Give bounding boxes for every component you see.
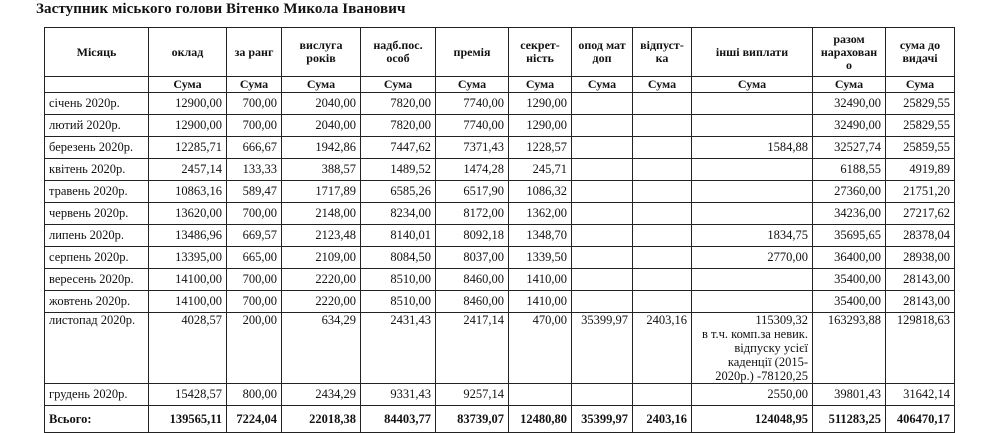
column-header: інші виплати <box>692 28 813 77</box>
column-header: разом нарахован о <box>813 28 886 77</box>
cell-nadb: 8234,00 <box>361 203 436 225</box>
cell-vidpustka <box>633 225 692 247</box>
total-label: Всього: <box>45 406 149 433</box>
cell-nadb: 7820,00 <box>361 93 436 115</box>
column-header: секрет-ність <box>509 28 572 77</box>
cell-razom: 35400,00 <box>813 269 886 291</box>
month-cell: червень 2020р. <box>45 203 149 225</box>
column-header: премія <box>436 28 509 77</box>
sub-header-cell: Сума <box>813 77 886 93</box>
cell-oklad: 10863,16 <box>149 181 227 203</box>
cell-vidpustka <box>633 137 692 159</box>
cell-nadb: 6585,26 <box>361 181 436 203</box>
cell-vidpustka <box>633 291 692 313</box>
cell-opod <box>572 181 633 203</box>
cell-suma: 21751,20 <box>886 181 955 203</box>
cell-rang: 700,00 <box>227 203 282 225</box>
cell-suma: 25829,55 <box>886 115 955 137</box>
salary-table <box>44 27 955 433</box>
cell-rang: 589,47 <box>227 181 282 203</box>
cell-premia: 7371,43 <box>436 137 509 159</box>
column-header: відпуст-ка <box>633 28 692 77</box>
cell-premia: 2417,14 <box>436 313 509 384</box>
cell-opod <box>572 225 633 247</box>
cell-rang: 700,00 <box>227 291 282 313</box>
cell-oklad: 14100,00 <box>149 269 227 291</box>
cell-suma: 129818,63 <box>886 313 955 384</box>
cell-rang: 200,00 <box>227 313 282 384</box>
month-cell: грудень 2020р. <box>45 384 149 406</box>
cell-razom: 36400,00 <box>813 247 886 269</box>
cell-oklad: 12900,00 <box>149 115 227 137</box>
cell-rang: 666,67 <box>227 137 282 159</box>
month-cell: жовтень 2020р. <box>45 291 149 313</box>
cell-vidpustka <box>633 181 692 203</box>
cell-rang: 700,00 <box>227 115 282 137</box>
sub-header-cell: Сума <box>692 77 813 93</box>
cell-vidpustka <box>633 203 692 225</box>
cell-razom: 511283,25 <box>813 406 886 433</box>
cell-oklad: 13486,96 <box>149 225 227 247</box>
cell-vidpustka <box>633 115 692 137</box>
cell-suma: 25829,55 <box>886 93 955 115</box>
cell-premia: 8037,00 <box>436 247 509 269</box>
cell-suma: 28938,00 <box>886 247 955 269</box>
cell-suma: 4919,89 <box>886 159 955 181</box>
cell-sekret: 1290,00 <box>509 93 572 115</box>
cell-premia: 9257,14 <box>436 384 509 406</box>
other-payments-note: в т.ч. комп.за невик. відпуску усієї каденції (2015-2020р.) -78120,25 <box>701 327 808 383</box>
cell-inshi <box>692 269 813 291</box>
column-header: сума до видачі <box>886 28 955 77</box>
cell-rang: 133,33 <box>227 159 282 181</box>
cell-nadb: 8510,00 <box>361 291 436 313</box>
sub-header-cell: Сума <box>361 77 436 93</box>
other-payments-value: 115309,32 <box>755 313 808 327</box>
cell-nadb: 8084,50 <box>361 247 436 269</box>
cell-vysluga: 1717,89 <box>282 181 361 203</box>
cell-vidpustka <box>633 93 692 115</box>
cell-suma: 28143,00 <box>886 291 955 313</box>
cell-inshi <box>692 115 813 137</box>
cell-inshi <box>692 159 813 181</box>
cell-oklad: 12900,00 <box>149 93 227 115</box>
cell-rang: 800,00 <box>227 384 282 406</box>
cell-oklad: 139565,11 <box>149 406 227 433</box>
header-row <box>45 28 955 77</box>
month-cell: серпень 2020р. <box>45 247 149 269</box>
cell-vidpustka: 2403,16 <box>633 313 692 384</box>
cell-oklad: 13395,00 <box>149 247 227 269</box>
document-title: Заступник міського голови Вітенко Микола Іванович <box>36 1 406 17</box>
cell-opod <box>572 384 633 406</box>
cell-inshi: 124048,95 <box>692 406 813 433</box>
cell-inshi <box>692 291 813 313</box>
table-row <box>45 115 955 137</box>
cell-sekret: 1290,00 <box>509 115 572 137</box>
cell-rang: 700,00 <box>227 93 282 115</box>
sub-header-cell <box>45 77 149 93</box>
sub-header-cell: Сума <box>282 77 361 93</box>
table-row <box>45 247 955 269</box>
cell-sekret: 1410,00 <box>509 269 572 291</box>
cell-rang: 669,57 <box>227 225 282 247</box>
cell-vysluga: 2123,48 <box>282 225 361 247</box>
cell-premia: 8172,00 <box>436 203 509 225</box>
sub-header-cell: Сума <box>509 77 572 93</box>
cell-razom: 39801,43 <box>813 384 886 406</box>
cell-nadb: 7820,00 <box>361 115 436 137</box>
cell-suma: 28378,04 <box>886 225 955 247</box>
sub-header-cell: Сума <box>436 77 509 93</box>
cell-razom: 32527,74 <box>813 137 886 159</box>
cell-razom: 35695,65 <box>813 225 886 247</box>
cell-vysluga: 2148,00 <box>282 203 361 225</box>
cell-opod: 35399,97 <box>572 313 633 384</box>
cell-suma: 31642,14 <box>886 384 955 406</box>
column-header: оклад <box>149 28 227 77</box>
cell-sekret: 245,71 <box>509 159 572 181</box>
cell-opod <box>572 247 633 269</box>
month-cell: травень 2020р. <box>45 181 149 203</box>
cell-inshi: 1584,88 <box>692 137 813 159</box>
cell-vidpustka <box>633 384 692 406</box>
cell-sekret: 1228,57 <box>509 137 572 159</box>
cell-premia: 8092,18 <box>436 225 509 247</box>
cell-vidpustka <box>633 159 692 181</box>
cell-oklad: 12285,71 <box>149 137 227 159</box>
cell-vysluga: 22018,38 <box>282 406 361 433</box>
column-header: опод мат доп <box>572 28 633 77</box>
cell-vysluga: 634,29 <box>282 313 361 384</box>
cell-vidpustka: 2403,16 <box>633 406 692 433</box>
month-cell: березень 2020р. <box>45 137 149 159</box>
cell-opod <box>572 93 633 115</box>
column-header: Місяць <box>45 28 149 77</box>
table-row <box>45 384 955 406</box>
cell-inshi <box>692 313 813 384</box>
cell-inshi <box>692 181 813 203</box>
cell-opod <box>572 159 633 181</box>
cell-opod <box>572 137 633 159</box>
cell-razom: 6188,55 <box>813 159 886 181</box>
cell-razom: 32490,00 <box>813 93 886 115</box>
cell-inshi: 2550,00 <box>692 384 813 406</box>
month-cell: квітень 2020р. <box>45 159 149 181</box>
cell-vysluga: 2220,00 <box>282 291 361 313</box>
cell-oklad: 4028,57 <box>149 313 227 384</box>
cell-razom: 34236,00 <box>813 203 886 225</box>
cell-sekret: 1410,00 <box>509 291 572 313</box>
cell-sekret <box>509 384 572 406</box>
cell-inshi: 1834,75 <box>692 225 813 247</box>
cell-vysluga: 2109,00 <box>282 247 361 269</box>
cell-sekret: 1348,70 <box>509 225 572 247</box>
table-row <box>45 137 955 159</box>
column-header: за ранг <box>227 28 282 77</box>
column-header: надб.пос. особ <box>361 28 436 77</box>
cell-rang: 665,00 <box>227 247 282 269</box>
cell-razom: 35400,00 <box>813 291 886 313</box>
cell-vysluga: 2040,00 <box>282 115 361 137</box>
sub-header-cell: Сума <box>886 77 955 93</box>
cell-premia: 8460,00 <box>436 291 509 313</box>
cell-nadb: 1489,52 <box>361 159 436 181</box>
sub-header-cell: Сума <box>633 77 692 93</box>
sub-header-cell: Сума <box>149 77 227 93</box>
cell-vysluga: 2434,29 <box>282 384 361 406</box>
table-row <box>45 313 955 384</box>
cell-vidpustka <box>633 247 692 269</box>
cell-nadb: 7447,62 <box>361 137 436 159</box>
cell-sekret: 1339,50 <box>509 247 572 269</box>
cell-premia: 7740,00 <box>436 115 509 137</box>
cell-sekret: 470,00 <box>509 313 572 384</box>
sub-header-cell: Сума <box>572 77 633 93</box>
table-row <box>45 93 955 115</box>
cell-opod <box>572 291 633 313</box>
cell-nadb: 8510,00 <box>361 269 436 291</box>
cell-vysluga: 2220,00 <box>282 269 361 291</box>
month-cell: лютий 2020р. <box>45 115 149 137</box>
cell-suma: 28143,00 <box>886 269 955 291</box>
cell-razom: 163293,88 <box>813 313 886 384</box>
cell-opod: 35399,97 <box>572 406 633 433</box>
table-row <box>45 225 955 247</box>
cell-razom: 27360,00 <box>813 181 886 203</box>
cell-premia: 83739,07 <box>436 406 509 433</box>
cell-oklad: 2457,14 <box>149 159 227 181</box>
month-cell: липень 2020р. <box>45 225 149 247</box>
table-row <box>45 269 955 291</box>
month-cell: січень 2020р. <box>45 93 149 115</box>
cell-suma: 406470,17 <box>886 406 955 433</box>
cell-razom: 32490,00 <box>813 115 886 137</box>
cell-oklad: 13620,00 <box>149 203 227 225</box>
cell-nadb: 8140,01 <box>361 225 436 247</box>
sub-header-cell: Сума <box>227 77 282 93</box>
cell-sekret: 12480,80 <box>509 406 572 433</box>
cell-nadb: 84403,77 <box>361 406 436 433</box>
cell-suma: 25859,55 <box>886 137 955 159</box>
cell-sekret: 1362,00 <box>509 203 572 225</box>
cell-inshi: 2770,00 <box>692 247 813 269</box>
cell-opod <box>572 115 633 137</box>
cell-oklad: 14100,00 <box>149 291 227 313</box>
cell-vysluga: 2040,00 <box>282 93 361 115</box>
month-cell: листопад 2020р. <box>45 313 149 384</box>
cell-vysluga: 388,57 <box>282 159 361 181</box>
table-row <box>45 291 955 313</box>
cell-rang: 7224,04 <box>227 406 282 433</box>
table-row <box>45 159 955 181</box>
month-cell: вересень 2020р. <box>45 269 149 291</box>
sub-header-row <box>45 77 955 93</box>
cell-premia: 8460,00 <box>436 269 509 291</box>
cell-vidpustka <box>633 269 692 291</box>
cell-rang: 700,00 <box>227 269 282 291</box>
cell-premia: 7740,00 <box>436 93 509 115</box>
cell-oklad: 15428,57 <box>149 384 227 406</box>
cell-premia: 1474,28 <box>436 159 509 181</box>
cell-opod <box>572 269 633 291</box>
cell-nadb: 2431,43 <box>361 313 436 384</box>
cell-opod <box>572 203 633 225</box>
cell-inshi <box>692 203 813 225</box>
table-row <box>45 203 955 225</box>
column-header: вислуга років <box>282 28 361 77</box>
total-row <box>45 406 955 433</box>
cell-premia: 6517,90 <box>436 181 509 203</box>
cell-suma: 27217,62 <box>886 203 955 225</box>
cell-sekret: 1086,32 <box>509 181 572 203</box>
cell-inshi <box>692 93 813 115</box>
cell-vysluga: 1942,86 <box>282 137 361 159</box>
table-row <box>45 181 955 203</box>
cell-nadb: 9331,43 <box>361 384 436 406</box>
